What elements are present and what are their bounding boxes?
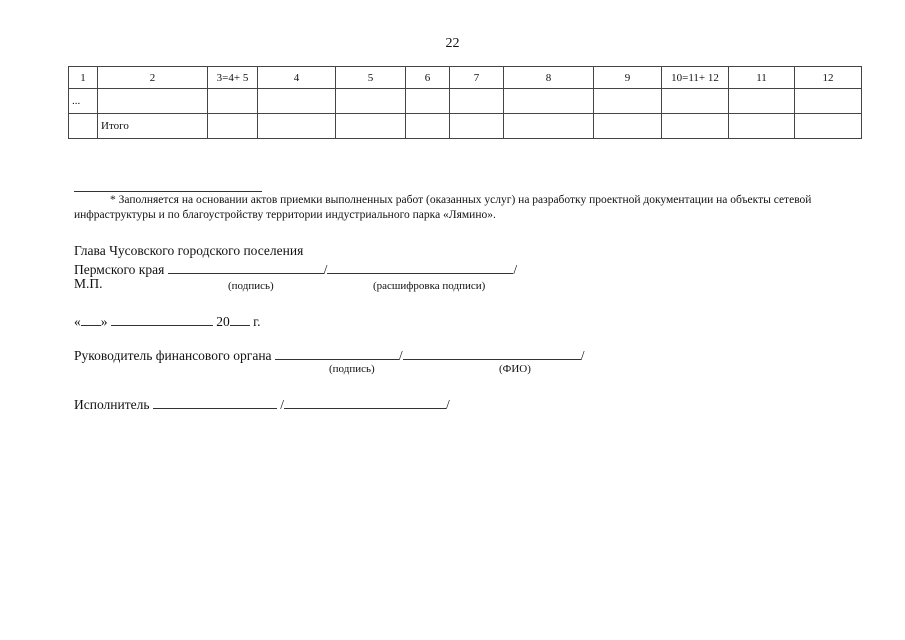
separator-slash: /: [398, 348, 403, 363]
close-quote: »: [100, 314, 108, 329]
head-signature-blank: [168, 260, 324, 274]
head-signature-line: [74, 260, 517, 278]
executor-name-blank: [284, 395, 446, 409]
separator-slash: /: [446, 397, 450, 412]
finance-label: Руководитель финансового органа: [74, 348, 272, 363]
report-table: [68, 66, 862, 139]
footnote-separator: [74, 191, 262, 192]
row-label-cell: [98, 89, 208, 114]
column-header: 1: [69, 67, 98, 89]
footnote: * Заполняется на основании актов приемки выполненных работ (оказанных услуг) на разработку проектной документации на объекты сетевой инфраструктуры и по благоустройству территории индустриального парка «Лямино».: [74, 194, 812, 221]
column-header: 7: [450, 67, 504, 89]
row-number-cell: [69, 114, 98, 139]
table-header-row: [69, 67, 862, 89]
separator-slash: /: [280, 397, 285, 412]
decryption-caption: (расшифровка подписи): [373, 280, 486, 292]
year-prefix: 20: [216, 314, 230, 329]
separator-slash: /: [513, 262, 518, 277]
column-header: 3=4+ 5: [208, 67, 258, 89]
table-row-total: [69, 114, 862, 139]
table-cell: [729, 89, 795, 114]
table-cell: [258, 114, 336, 139]
column-header: 8: [504, 67, 594, 89]
table-row: [69, 89, 862, 114]
head-region: Пермского края: [74, 262, 165, 277]
head-name-blank: [327, 260, 513, 274]
executor-signature-line: [74, 395, 450, 413]
table-cell: [795, 114, 862, 139]
open-quote: «: [74, 314, 81, 329]
column-header: 11: [729, 67, 795, 89]
signature-caption: (подпись): [228, 280, 274, 292]
finance-signature-caption: (подпись): [329, 363, 375, 375]
separator-slash: /: [580, 348, 585, 363]
executor-signature-blank: [153, 395, 277, 409]
year-blank: [230, 312, 250, 326]
table-cell: [450, 114, 504, 139]
table-cell: [336, 114, 406, 139]
row-number-cell: ...: [69, 89, 98, 114]
separator-slash: /: [323, 262, 328, 277]
finance-name-caption: (ФИО): [499, 363, 531, 375]
table-cell: [406, 114, 450, 139]
column-header: 9: [594, 67, 662, 89]
table-cell: [504, 114, 594, 139]
table-cell: [406, 89, 450, 114]
table-cell: [662, 89, 729, 114]
table-cell: [662, 114, 729, 139]
column-header: 5: [336, 67, 406, 89]
table-cell: [450, 89, 504, 114]
column-header: 12: [795, 67, 862, 89]
date-line: [74, 312, 261, 330]
table-cell: [258, 89, 336, 114]
column-header: 4: [258, 67, 336, 89]
table-cell: [594, 114, 662, 139]
table-cell: [594, 89, 662, 114]
finance-signature-blank: [275, 346, 399, 360]
table-cell: [795, 89, 862, 114]
stamp-place: [74, 276, 103, 292]
column-header: 10=11+ 12: [662, 67, 729, 89]
executor-label: Исполнитель: [74, 397, 150, 412]
table-cell: [336, 89, 406, 114]
finance-signature-line: [74, 346, 584, 364]
year-suffix: г.: [253, 314, 261, 329]
page-number: 22: [445, 36, 460, 51]
table-cell: [208, 114, 258, 139]
table-cell: [729, 114, 795, 139]
head-title-line: [74, 243, 303, 259]
column-header: 2: [98, 67, 208, 89]
table-cell: [208, 89, 258, 114]
column-header: 6: [406, 67, 450, 89]
table-cell: [504, 89, 594, 114]
row-label-cell: Итого: [98, 114, 208, 139]
month-blank: [111, 312, 213, 326]
day-blank: [81, 312, 101, 326]
finance-name-blank: [403, 346, 581, 360]
head-title: Глава Чусовского городского поселения: [74, 243, 304, 258]
mp-label: М.П.: [74, 276, 103, 291]
